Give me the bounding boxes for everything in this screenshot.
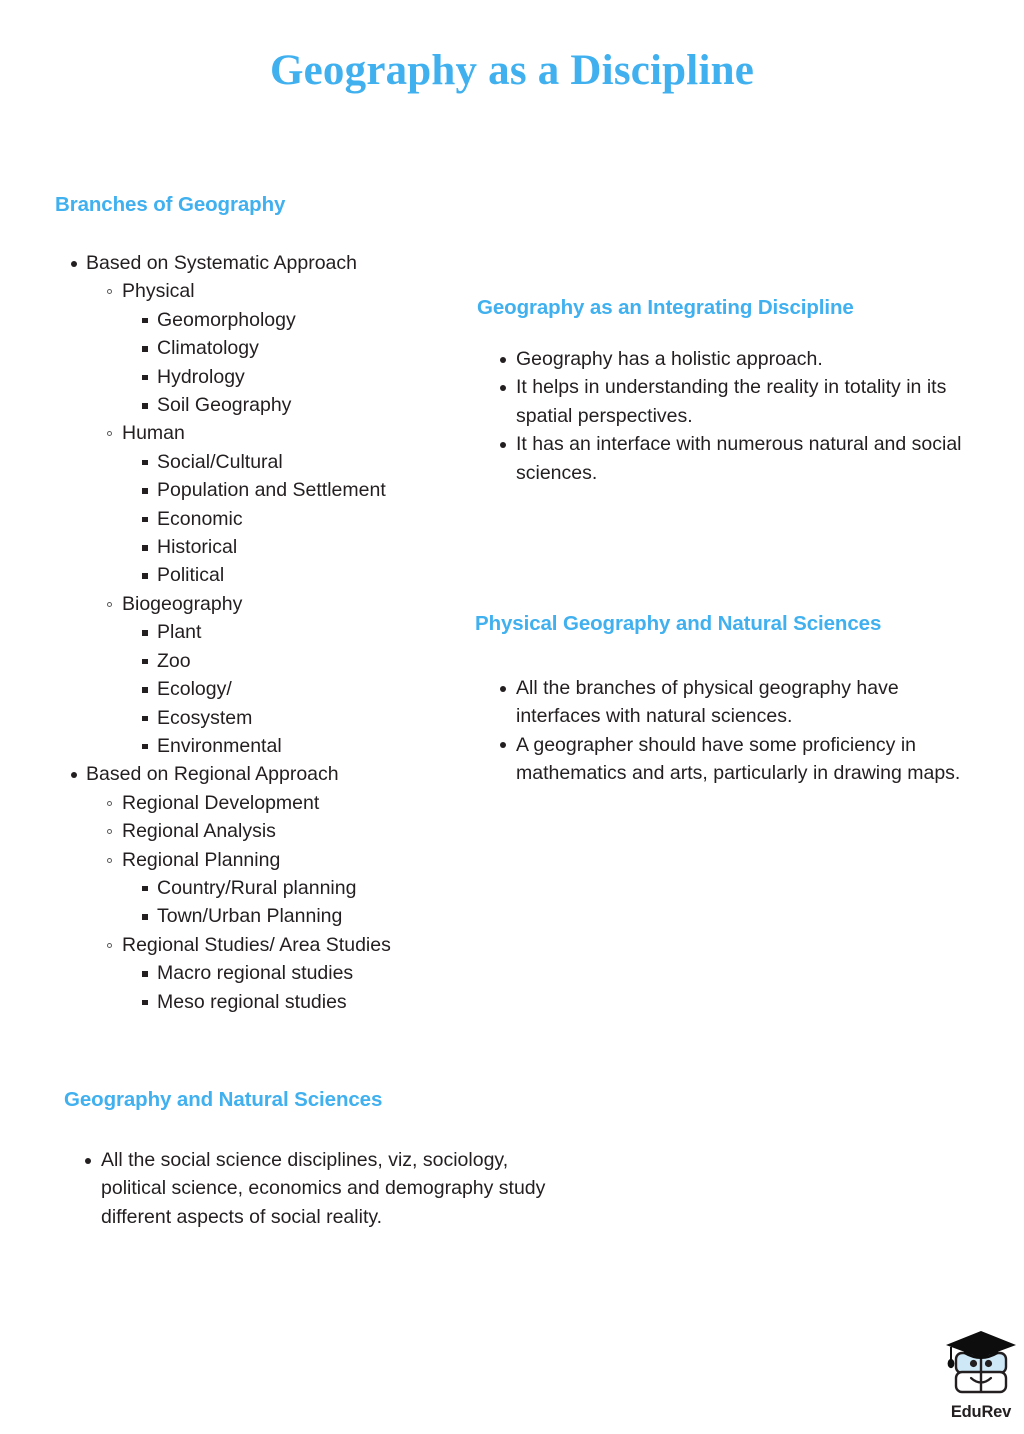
geography-natural-item — [75, 1146, 565, 1231]
branches-item — [60, 817, 480, 845]
square-bullet-icon — [142, 971, 148, 977]
branches-item-label: Climatology — [157, 337, 259, 360]
physical-natural-item-label: A geographer should have some proficiency in mathematics and arts, particularly in drawing maps. — [516, 733, 961, 785]
list-geography-natural-sciences — [75, 1146, 565, 1231]
branches-item — [60, 959, 480, 987]
branches-item-label: Zoo — [157, 649, 191, 672]
physical-natural-item — [490, 731, 975, 788]
branches-item — [60, 902, 480, 930]
list-integrating-discipline — [490, 345, 975, 487]
branches-item-label: Meso regional studies — [157, 990, 347, 1013]
square-bullet-icon — [142, 744, 148, 750]
branches-item-label: Population and Settlement — [157, 479, 386, 502]
square-bullet-icon — [142, 375, 148, 381]
square-bullet-icon — [142, 403, 148, 409]
branches-item-label: Regional Studies/ Area Studies — [122, 933, 391, 956]
disc-bullet-icon — [71, 772, 77, 778]
branches-item-label: Historical — [157, 536, 238, 559]
branches-item — [60, 988, 480, 1016]
circle-bullet-icon — [107, 431, 112, 436]
disc-bullet-icon — [85, 1158, 91, 1164]
branches-item-label: Regional Analysis — [122, 820, 276, 843]
physical-natural-list — [490, 674, 975, 788]
branches-item-label: Biogeography — [122, 592, 243, 615]
branches-list — [60, 249, 480, 1016]
disc-bullet-icon — [500, 686, 506, 692]
square-bullet-icon — [142, 630, 148, 636]
square-bullet-icon — [142, 517, 148, 523]
branches-item — [60, 277, 480, 305]
branches-item-label: Political — [157, 564, 225, 587]
branches-item — [60, 618, 480, 646]
square-bullet-icon — [142, 460, 148, 466]
edurev-logo — [940, 1327, 1022, 1427]
integrating-item-label: Geography has a holistic approach. — [516, 348, 823, 370]
branches-item-label: Geomorphology — [157, 308, 296, 331]
disc-bullet-icon — [71, 261, 77, 267]
disc-bullet-icon — [500, 385, 506, 391]
branches-item — [60, 931, 480, 959]
branches-item-label: Ecosystem — [157, 706, 253, 729]
section-heading-physical-geography-natural-sciences: Physical Geography and Natural Sciences — [475, 612, 882, 635]
branches-item — [60, 533, 480, 561]
branches-item — [60, 760, 480, 788]
integrating-item-label: It helps in understanding the reality in totality in its spatial perspectives. — [516, 376, 947, 427]
circle-bullet-icon — [107, 943, 112, 948]
branches-item-label: Regional Development — [122, 791, 320, 814]
branches-item — [60, 590, 480, 618]
square-bullet-icon — [142, 687, 148, 693]
branches-item — [60, 505, 480, 533]
square-bullet-icon — [142, 914, 148, 920]
branches-item — [60, 675, 480, 703]
geography-natural-list — [75, 1146, 565, 1231]
edurev-wordmark: EduRev — [950, 1403, 1012, 1421]
edurev-mascot-icon — [940, 1327, 1022, 1401]
branches-item — [60, 789, 480, 817]
physical-natural-item — [490, 674, 975, 731]
branches-item-label: Hydrology — [157, 365, 245, 388]
branches-item-label: Regional Planning — [122, 848, 281, 871]
branches-item-label: Plant — [157, 621, 202, 644]
square-bullet-icon — [142, 346, 148, 352]
circle-bullet-icon — [107, 801, 112, 806]
integrating-item — [490, 430, 975, 487]
branches-item — [60, 704, 480, 732]
square-bullet-icon — [142, 488, 148, 494]
integrating-item — [490, 345, 975, 373]
branches-item-label: Based on Regional Approach — [86, 763, 339, 786]
geography-natural-item-label: All the social science disciplines, viz, sociology, political science, economics and demography study different aspects of social reality. — [101, 1149, 546, 1228]
section-heading-branches-of-geography: Branches of Geography — [55, 193, 286, 216]
list-physical-geography-natural-sciences — [490, 674, 975, 788]
branches-item-label: Country/Rural planning — [157, 876, 357, 899]
branches-item-label: Soil Geography — [157, 394, 292, 417]
branches-item — [60, 561, 480, 589]
page-title: Geography as a Discipline — [269, 47, 754, 94]
branches-item — [60, 476, 480, 504]
branches-item-label: Human — [122, 422, 185, 445]
integrating-list — [490, 345, 975, 487]
branches-item — [60, 647, 480, 675]
disc-bullet-icon — [500, 357, 506, 363]
circle-bullet-icon — [107, 602, 112, 607]
branches-item — [60, 419, 480, 447]
square-bullet-icon — [142, 573, 148, 579]
square-bullet-icon — [142, 716, 148, 722]
section-heading-integrating-discipline: Geography as an Integrating Discipline — [477, 296, 854, 319]
square-bullet-icon — [142, 659, 148, 665]
square-bullet-icon — [142, 886, 148, 892]
branches-item-label: Macro regional studies — [157, 962, 354, 985]
list-branches-of-geography — [60, 249, 480, 1016]
integrating-item — [490, 373, 975, 430]
branches-item — [60, 334, 480, 362]
section-heading-geography-natural-sciences: Geography and Natural Sciences — [64, 1088, 383, 1111]
square-bullet-icon — [142, 545, 148, 551]
branches-item-label: Social/Cultural — [157, 450, 283, 473]
square-bullet-icon — [142, 318, 148, 324]
branches-item-label: Environmental — [157, 734, 282, 757]
branches-item-label: Physical — [122, 280, 195, 303]
branches-item — [60, 391, 480, 419]
square-bullet-icon — [142, 1000, 148, 1006]
branches-item — [60, 363, 480, 391]
branches-item-label: Ecology/ — [157, 678, 232, 701]
branches-item — [60, 448, 480, 476]
disc-bullet-icon — [500, 742, 506, 748]
disc-bullet-icon — [500, 442, 506, 448]
branches-item-label: Based on Systematic Approach — [86, 252, 357, 274]
circle-bullet-icon — [107, 289, 112, 294]
branches-item — [60, 874, 480, 902]
branches-item-label: Economic — [157, 507, 243, 530]
branches-item — [60, 249, 480, 277]
circle-bullet-icon — [107, 858, 112, 863]
branches-item — [60, 306, 480, 334]
branches-item — [60, 732, 480, 760]
integrating-item-label: It has an interface with numerous natural and social sciences. — [516, 433, 962, 484]
circle-bullet-icon — [107, 829, 112, 834]
physical-natural-item-label: All the branches of physical geography have interfaces with natural sciences. — [516, 677, 899, 728]
branches-item-label: Town/Urban Planning — [157, 905, 343, 928]
branches-item — [60, 846, 480, 874]
